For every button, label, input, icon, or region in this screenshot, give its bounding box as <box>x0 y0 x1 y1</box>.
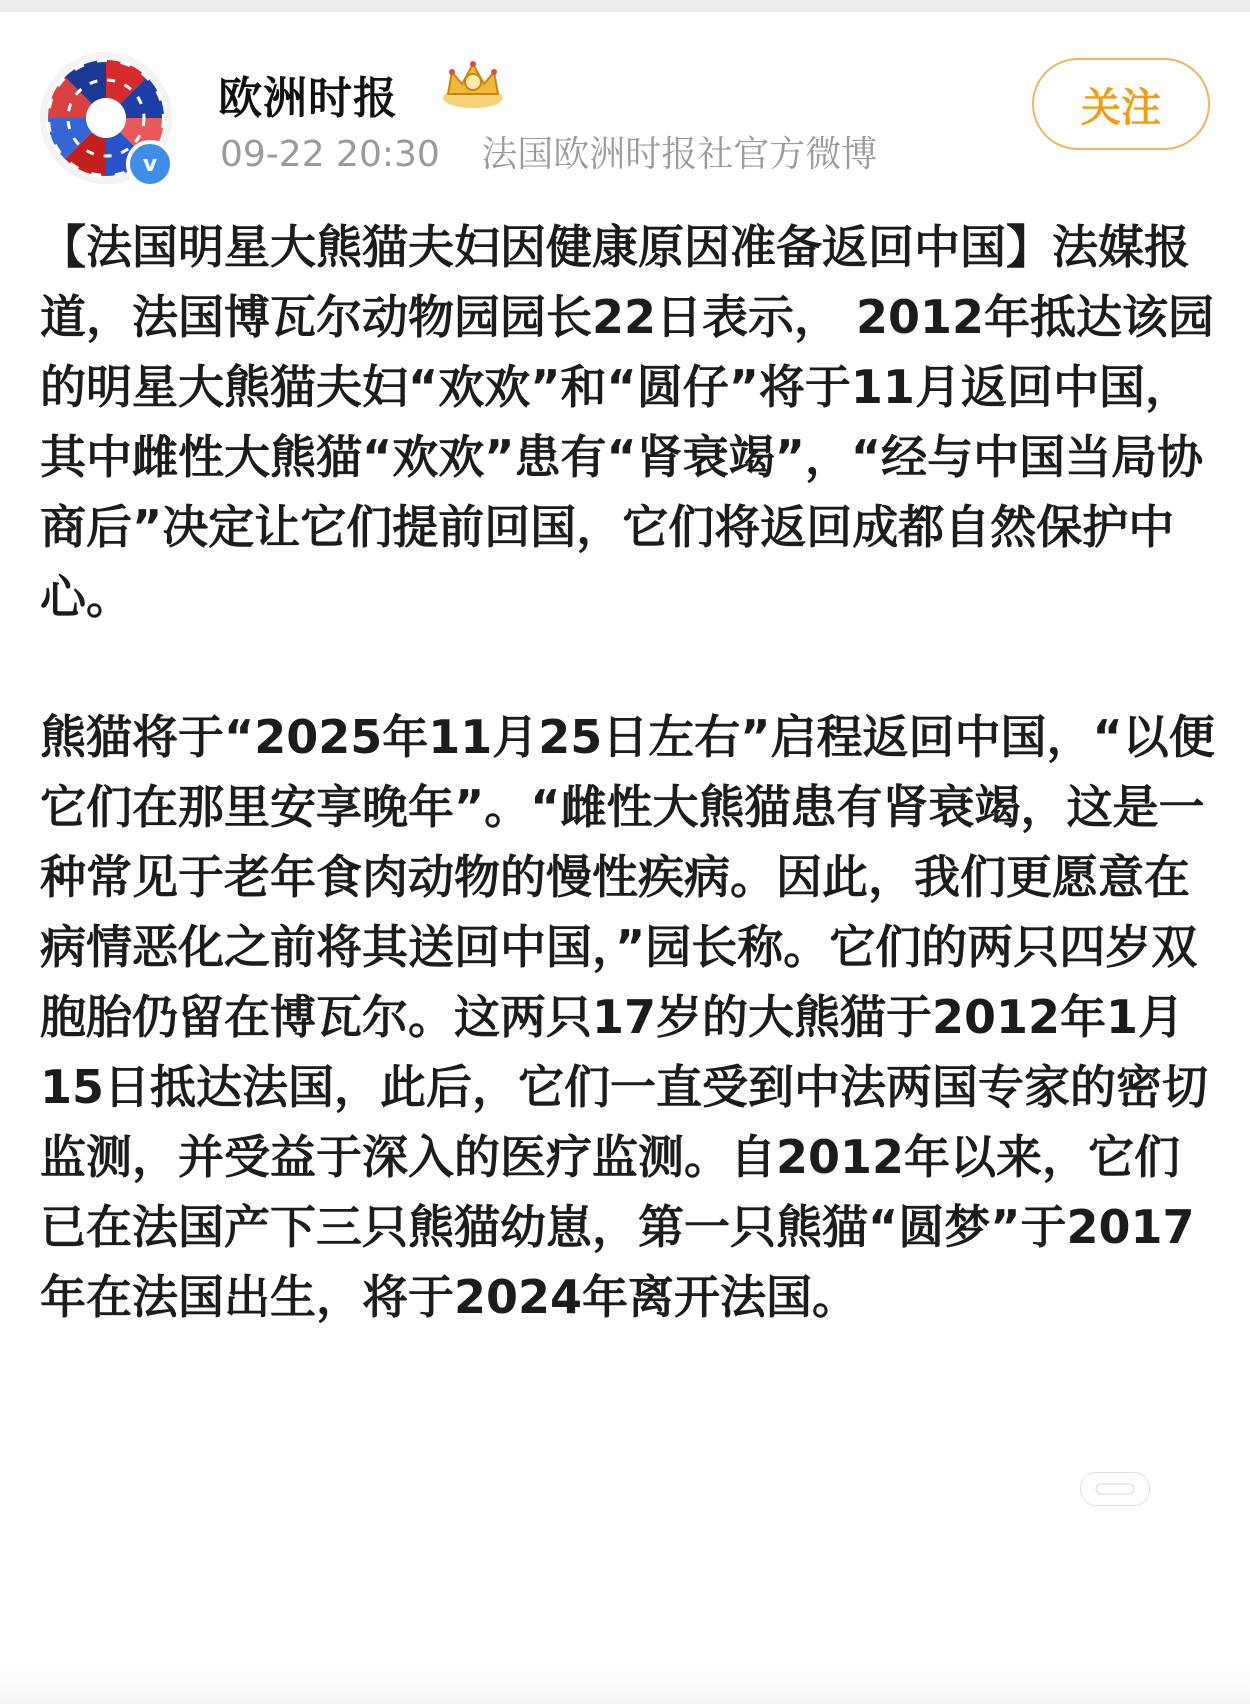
watermark-logo-icon <box>1080 1472 1150 1506</box>
top-strip <box>0 0 1250 12</box>
post-meta <box>220 126 877 177</box>
post-timestamp: 09-22 20:30 <box>220 134 440 175</box>
post-source: 法国欧洲时报社官方微博 <box>481 134 878 175</box>
bottom-fade <box>0 1664 1250 1704</box>
follow-button[interactable]: 关注 <box>1032 58 1210 150</box>
post-header <box>40 52 1210 192</box>
watermark-mark <box>1095 1482 1135 1496</box>
author-name[interactable]: 欧洲时报 <box>218 73 398 124</box>
verified-badge-icon: v <box>126 140 174 188</box>
crown-icon <box>440 58 506 110</box>
paragraph-spacer <box>40 632 1215 702</box>
post-body <box>40 212 1215 1332</box>
post-paragraph-2: 熊猫将于“2025年11月25日左右”启程返回中国，“以便它们在那里安享晚年”。“雌性大熊猫患有肾衰竭，这是一种常见于老年食肉动物的慢性疾病。因此，我们更愿意在病情恶化之前将其送回中国，”园长称。它们的两只四岁双胞胎仍留在博瓦尔。这两只17岁的大熊猫于2012年1月15日抵达法国，此后，它们一直受到中法两国专家的密切监测，并受益于深入的医疗监测。自2012年以来，它们已在法国产下三只熊猫幼崽，第一只熊猫“圆梦”于2017年在法国出生，将于2024年离开法国。 <box>40 710 1215 1324</box>
post-paragraph-1: 【法国明星大熊猫夫妇因健康原因准备返回中国】法媒报道，法国博瓦尔动物园园长22日表示， 2012年抵达该园的明星大熊猫夫妇“欢欢”和“圆仔”将于11月返回中国，其中雌性大熊猫“欢欢”患有“肾衰竭”，“经与中国当局协商后”决定让它们提前回国，它们将返回成都自然保护中心。 <box>40 220 1215 624</box>
